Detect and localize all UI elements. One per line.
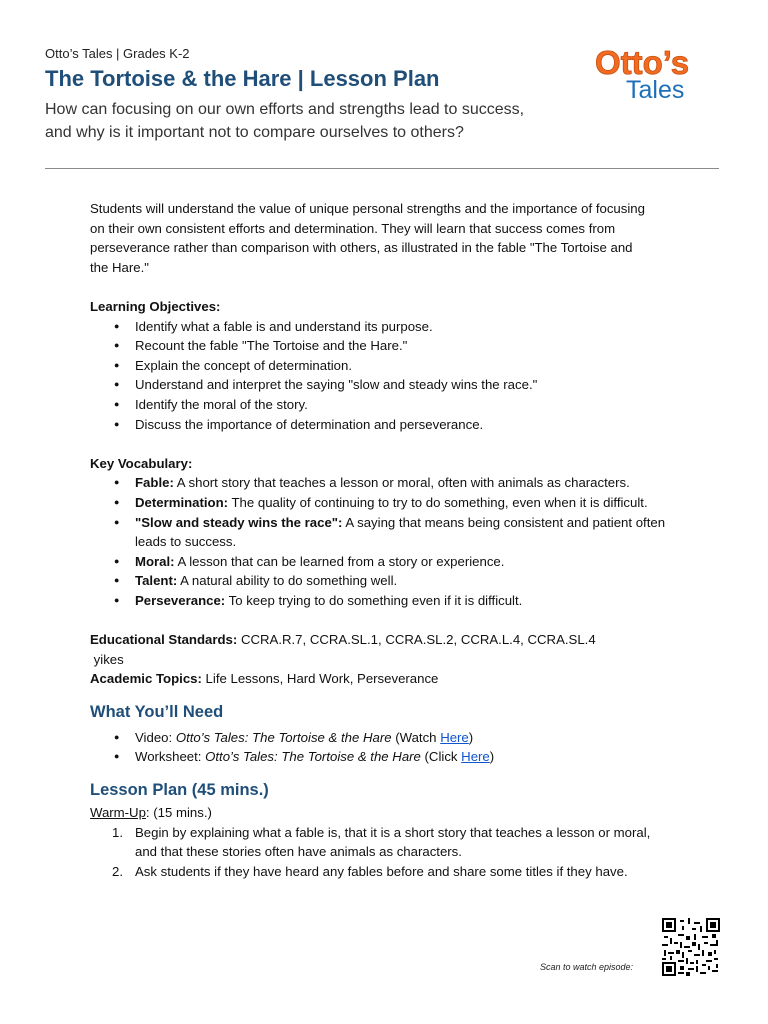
qr-code[interactable] <box>662 918 720 976</box>
vocab-definition: A short story that teaches a lesson or moral, often with animals as characters. <box>173 475 630 491</box>
click-here-link[interactable]: Here <box>461 749 490 765</box>
lesson-plan-heading: Lesson Plan (45 mins.) <box>90 781 269 800</box>
objective-item: ● Recount the fable "The Tortoise and the Hare." <box>90 336 690 356</box>
intro-line-1: Students will understand the value of unique personal strengths and the importance of focusing <box>90 201 645 216</box>
material-action: (Watch <box>391 729 441 745</box>
vocab-item <box>90 552 690 572</box>
key-vocabulary-list <box>90 473 690 610</box>
warm-up-time: : (15 mins.) <box>145 805 212 821</box>
step-text: Begin by explaining what a fable is, that it is a short story that teaches a lesson or moral, <box>135 824 651 840</box>
grade-kicker: Otto’s Tales | Grades K-2 <box>45 46 190 61</box>
material-action: (Click <box>420 749 462 765</box>
vocab-definition: A natural ability to do something well. <box>177 573 398 589</box>
vocab-definition: The quality of continuing to try to do something, even when it is difficult. <box>228 494 648 510</box>
standards-value: CCRA.R.7, CCRA.SL.1, CCRA.SL.2, CCRA.L.4, CCRA.SL.4 <box>237 632 596 648</box>
material-suffix: ) <box>468 729 474 745</box>
objective-item: ● Identify the moral of the story. <box>90 395 690 415</box>
key-vocabulary-heading: Key Vocabulary: <box>90 455 193 471</box>
essential-question-line-2: and why is it important not to compare ourselves to others? <box>45 124 464 141</box>
scan-caption: Scan to watch episode: <box>540 962 634 972</box>
material-title: Otto’s Tales: The Tortoise & the Hare <box>175 729 392 745</box>
vocab-item <box>90 591 690 611</box>
vocab-item <box>90 513 690 552</box>
step-number: 2. <box>112 863 123 879</box>
academic-topics-label: Academic Topics: <box>90 671 202 687</box>
learning-objectives-heading: Learning Objectives: <box>90 298 221 314</box>
essential-question <box>45 98 605 144</box>
academic-topics <box>90 669 690 689</box>
warm-up-label <box>90 803 690 823</box>
vocab-definition: To keep trying to do something even if it is difficult. <box>225 592 523 608</box>
academic-topics-value: Life Lessons, Hard Work, Perseverance <box>201 671 439 687</box>
material-worksheet <box>90 747 690 767</box>
standards-label: Educational Standards: <box>90 632 238 648</box>
vocab-term: Talent: <box>135 573 178 589</box>
materials-list <box>90 728 690 767</box>
material-video <box>90 728 690 748</box>
warm-up-step <box>90 823 690 862</box>
warm-up-title: Warm-Up <box>90 805 146 821</box>
document-header <box>45 46 605 144</box>
step-text-continued: and that these stories often have animals as characters. <box>135 844 462 860</box>
educational-standards <box>90 630 690 650</box>
ottos-tales-logo <box>592 40 722 104</box>
intro-line-2: on their own consistent efforts and determination. They will learn that success comes from <box>90 220 616 236</box>
vocab-item <box>90 493 690 513</box>
intro-line-3: perseverance rather than comparison with others, as illustrated in the fable "The Tortoise and <box>90 240 633 256</box>
standards-note: yikes <box>90 651 124 667</box>
warm-up-step <box>90 862 690 882</box>
material-title: Otto’s Tales: The Tortoise & the Hare <box>205 749 421 765</box>
lesson-body <box>90 199 690 881</box>
intro-paragraph <box>90 199 690 277</box>
step-text: Ask students if they have heard any fables before and share some titles if they have. <box>135 863 628 879</box>
watch-here-link[interactable]: Here <box>440 729 469 745</box>
material-type: Worksheet: <box>135 749 206 765</box>
logo-word-tales: Tales <box>626 76 685 104</box>
warm-up-steps <box>90 823 690 882</box>
logo-word-ottos: Otto’s <box>595 44 690 81</box>
objective-item: ● Identify what a fable is and understand its purpose. <box>90 317 690 337</box>
vocab-definition: A saying that means being consistent and patient often <box>342 514 666 530</box>
material-suffix: ) <box>489 749 495 765</box>
objective-item: ● Discuss the importance of determination and perseverance. <box>90 415 690 435</box>
essential-question-line-1: How can focusing on our own efforts and strengths lead to success, <box>45 101 525 118</box>
objective-item: ● Explain the concept of determination. <box>90 356 690 376</box>
vocab-term: Perseverance: <box>135 592 226 608</box>
objective-item: ● Understand and interpret the saying "slow and steady wins the race." <box>90 375 690 395</box>
vocab-term: Fable: <box>135 475 174 491</box>
header-divider <box>45 168 719 169</box>
vocab-definition-continued: leads to success. <box>135 534 237 550</box>
what-youll-need-heading: What You’ll Need <box>90 702 224 721</box>
step-number: 1. <box>112 824 123 840</box>
vocab-item <box>90 571 690 591</box>
vocab-term: Moral: <box>135 553 175 569</box>
intro-line-4: the Hare." <box>90 259 149 275</box>
vocab-item <box>90 473 690 493</box>
vocab-term: "Slow and steady wins the race": <box>135 514 343 530</box>
material-type: Video: <box>135 729 176 745</box>
vocab-term: Determination: <box>135 494 229 510</box>
page-title: The Tortoise & the Hare | Lesson Plan <box>45 66 440 91</box>
vocab-definition: A lesson that can be learned from a story or experience. <box>174 553 505 569</box>
learning-objectives-list <box>90 317 690 435</box>
